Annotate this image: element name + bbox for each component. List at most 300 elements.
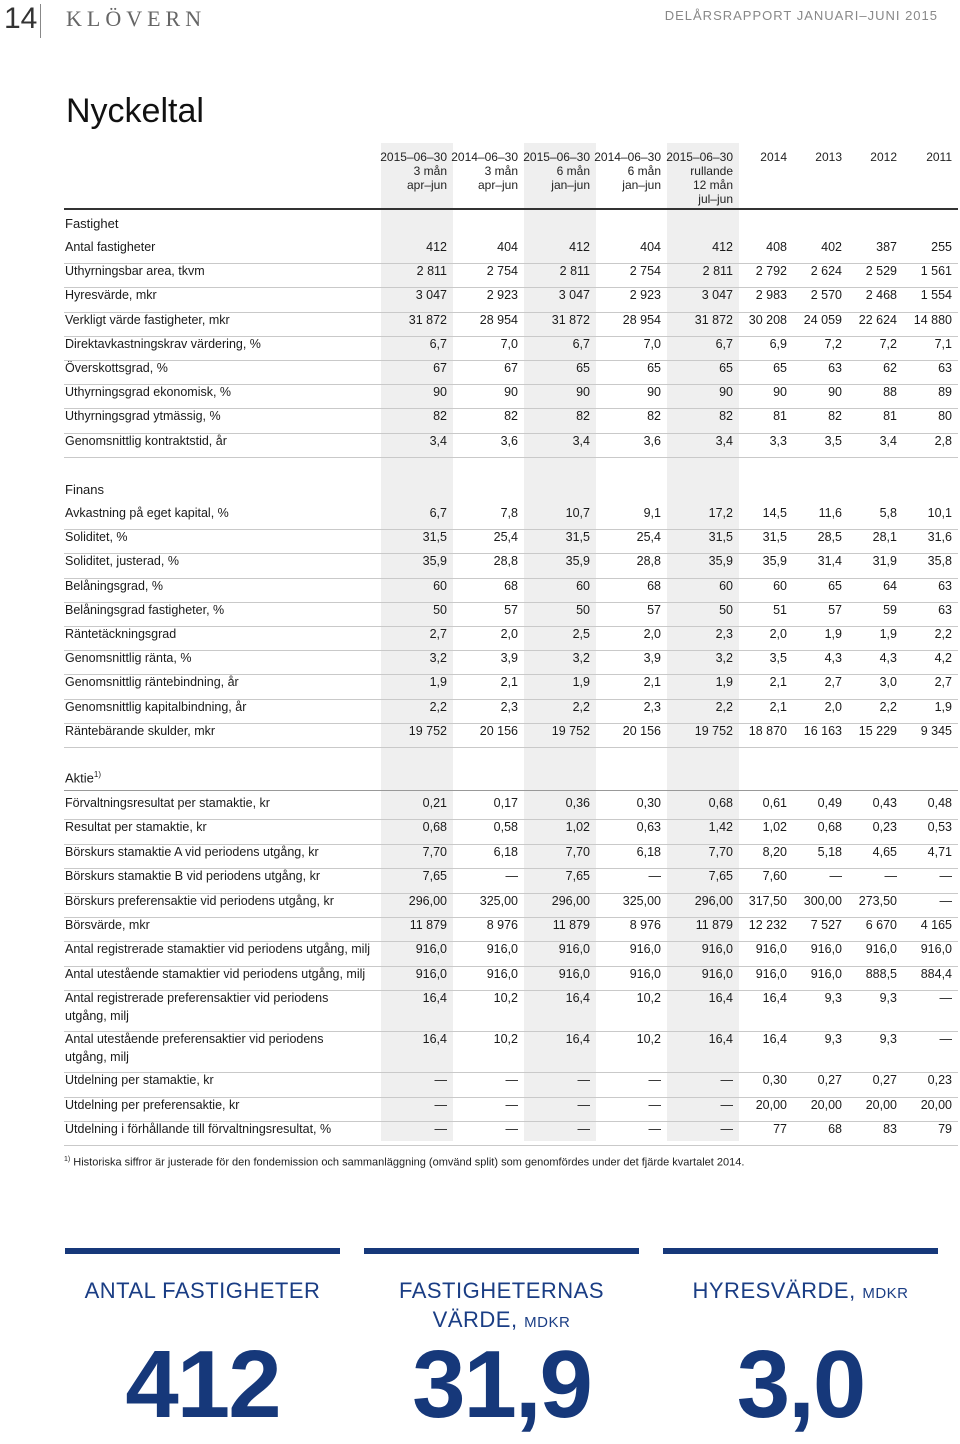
row-label: Räntetäckningsgrad <box>65 627 177 641</box>
table-cell: 2 983 <box>755 288 787 303</box>
table-row <box>64 530 958 554</box>
table-cell: 7,60 <box>762 869 787 884</box>
table-cell: 7,1 <box>934 336 952 351</box>
table-cell: 28 954 <box>479 312 518 327</box>
table-cell: 82 <box>647 409 661 424</box>
table-row <box>64 337 958 361</box>
table-cell: 387 <box>876 240 897 254</box>
table-cell: 65 <box>828 578 842 593</box>
table-cell: 68 <box>828 1122 842 1136</box>
row-label: Börsvärde, mkr <box>65 918 150 932</box>
column-header-line: 2014–06–30 <box>451 150 518 164</box>
table-cell: 7,0 <box>500 336 518 351</box>
table-cell: 0,68 <box>708 796 733 810</box>
row-label: Antal registrerade stamaktier vid periodens utgång, milj <box>65 942 371 957</box>
table-cell: 10,2 <box>636 1032 661 1047</box>
table-cell: 255 <box>931 240 952 254</box>
section-title <box>65 770 101 785</box>
kpi-title-line1: HYRESVÄRDE, <box>692 1278 863 1303</box>
row-label: Utdelning i förhållande till förvaltningsresultat, % <box>65 1122 332 1136</box>
table-cell: 50 <box>576 602 590 617</box>
row-label: Genomsnittlig ränta, % <box>65 651 192 666</box>
table-cell: 7,2 <box>824 336 842 351</box>
section-title-text: Fastighet <box>65 216 119 231</box>
table-cell: 296,00 <box>551 893 590 908</box>
table-cell: 1,9 <box>429 675 447 690</box>
table-cell: 35,9 <box>708 554 733 569</box>
table-cell: 10,2 <box>493 1032 518 1047</box>
table-row <box>64 603 958 627</box>
table-cell: 3,4 <box>572 433 590 448</box>
row-label: Utdelning per stamaktie, kr <box>65 1073 214 1088</box>
table-cell: 3,3 <box>769 433 787 448</box>
table-cell: 2,2 <box>715 699 733 714</box>
table-cell: 6 670 <box>865 918 897 932</box>
table-cell: 8 976 <box>629 918 661 932</box>
table-cell: 90 <box>576 385 590 400</box>
row-label: Förvaltningsresultat per stamaktie, kr <box>65 796 270 810</box>
table-cell: 57 <box>647 602 661 617</box>
table-cell: 7,70 <box>565 844 590 859</box>
kpi-value: 31,9 <box>412 1331 591 1438</box>
table-cell: 8 976 <box>486 918 518 932</box>
table-cell: 0,27 <box>817 1073 842 1088</box>
table-row <box>64 724 958 748</box>
table-cell: 11 879 <box>695 918 733 932</box>
table-cell: 916,0 <box>629 966 661 981</box>
table-cell: — <box>829 869 842 884</box>
table-cell: 16,4 <box>762 991 787 1006</box>
column-header-line: jul–jun <box>698 192 733 206</box>
table-cell: 7,65 <box>708 869 733 884</box>
table-cell: 2 754 <box>629 264 661 279</box>
page-title: Nyckeltal <box>66 92 204 130</box>
table-cell: 412 <box>569 240 590 254</box>
table-cell: 65 <box>647 361 661 375</box>
table-cell: 15 229 <box>858 723 897 738</box>
table-row <box>64 288 958 312</box>
table-cell: 300,00 <box>803 893 842 908</box>
table-cell: 0,21 <box>422 796 447 810</box>
table-cell: 24 059 <box>803 312 842 327</box>
table-cell: 3,0 <box>879 675 897 690</box>
table-cell: 79 <box>938 1122 952 1136</box>
table-cell: 2,3 <box>643 699 661 714</box>
table-row <box>64 967 958 991</box>
column-header-line: 2015–06–30 <box>523 150 590 164</box>
table-cell: 2 811 <box>416 264 447 279</box>
section-title <box>65 482 104 497</box>
table-cell: 2,7 <box>934 675 952 690</box>
table-cell: 88 <box>883 385 897 400</box>
row-label: Räntebärande skulder, mkr <box>65 723 216 738</box>
table-cell: 3,4 <box>715 433 733 448</box>
table-cell: 4,71 <box>927 844 952 859</box>
table-cell: 0,68 <box>817 820 842 835</box>
column-header-line: apr–jun <box>477 178 518 192</box>
table-cell: 1,9 <box>715 675 733 690</box>
table-cell: 9,3 <box>824 991 842 1006</box>
table-cell: 273,50 <box>858 893 897 908</box>
table-cell: 90 <box>773 385 787 400</box>
kpi-accent-bar <box>364 1248 639 1254</box>
table-cell: 2,2 <box>429 699 447 714</box>
table-cell: 25,4 <box>493 530 518 545</box>
table-row <box>64 700 958 724</box>
row-label: Verkligt värde fastigheter, mkr <box>65 312 230 327</box>
table-cell: 57 <box>504 602 518 617</box>
table-cell: 3,4 <box>429 433 447 448</box>
table-cell: — <box>648 869 661 884</box>
section-title-text: Finans <box>65 482 105 497</box>
table-row <box>64 845 958 869</box>
table-cell: 10,1 <box>927 506 952 520</box>
table-cell: 2 468 <box>865 288 897 303</box>
table-cell: 60 <box>433 578 447 593</box>
row-label: Resultat per stamaktie, kr <box>65 820 207 835</box>
table-cell: 10,2 <box>493 991 518 1006</box>
table-cell: 28,1 <box>872 530 897 545</box>
table-cell: 3,9 <box>500 651 518 666</box>
table-cell: 16,4 <box>708 1032 733 1047</box>
table-cell: 63 <box>828 361 842 375</box>
table-cell: 6,18 <box>636 844 661 859</box>
brand-logo: KLÖVERN <box>66 6 207 31</box>
table-cell: 7 527 <box>810 918 842 932</box>
kpi-title <box>364 1276 639 1337</box>
table-cell: 1,9 <box>934 699 952 714</box>
table-cell: 3,6 <box>500 433 518 448</box>
table-cell: 412 <box>712 240 733 254</box>
table-cell: 31,6 <box>927 530 952 545</box>
table-row <box>64 1032 958 1073</box>
table-cell: 0,30 <box>762 1073 787 1088</box>
table-row <box>64 894 958 918</box>
table-cell: — <box>577 1122 590 1136</box>
kpi-unit: MDKR <box>862 1285 909 1302</box>
table-cell: 31,5 <box>708 530 733 545</box>
table-cell: 16,4 <box>422 991 447 1006</box>
table-cell: 63 <box>938 602 952 617</box>
table-row <box>64 651 958 675</box>
column-header-line: 2015–06–30 <box>666 150 733 164</box>
table-cell: 916,0 <box>701 942 733 957</box>
row-label: Direktavkastningskrav värdering, % <box>65 336 261 351</box>
table-cell: 16,4 <box>422 1032 447 1047</box>
table-cell: 90 <box>647 385 661 400</box>
table-cell: 82 <box>719 409 733 424</box>
table-cell: 916,0 <box>486 942 518 957</box>
table-cell: — <box>720 1097 733 1112</box>
table-cell: 916,0 <box>755 966 787 981</box>
table-cell: 16,4 <box>762 1032 787 1047</box>
table-row <box>64 942 958 966</box>
table-cell: — <box>720 1122 733 1136</box>
table-cell: 64 <box>883 578 897 593</box>
table-row <box>64 991 958 1032</box>
table-cell: 0,27 <box>872 1073 897 1088</box>
table-cell: 90 <box>719 385 733 400</box>
table-cell: 2 811 <box>559 264 590 279</box>
kpi-title-line1: FASTIGHETERNAS <box>398 1278 605 1303</box>
table-cell: 0,68 <box>422 820 447 835</box>
table-cell: 6,7 <box>429 506 447 520</box>
table-cell: 6,9 <box>769 336 787 351</box>
table-cell: 16,4 <box>565 1032 590 1047</box>
column-header <box>581 150 661 192</box>
table-cell: 19 752 <box>408 723 447 738</box>
row-label: Börskurs preferensaktie vid periodens utgång, kr <box>65 893 334 908</box>
table-cell: — <box>939 893 952 908</box>
row-label: Soliditet, % <box>65 530 128 545</box>
table-cell: 30 208 <box>748 312 787 327</box>
table-cell: 17,2 <box>708 506 733 520</box>
column-header <box>438 150 518 192</box>
table-row <box>64 385 958 409</box>
table-cell: 82 <box>433 409 447 424</box>
table-cell: 2 570 <box>810 288 842 303</box>
table-cell: 916,0 <box>865 942 897 957</box>
column-header-line: 2014 <box>760 150 787 164</box>
table-cell: 31 872 <box>408 312 447 327</box>
table-cell: 3,2 <box>572 651 590 666</box>
table-cell: 11 879 <box>409 918 447 932</box>
column-header-line: 2014–06–30 <box>594 150 661 164</box>
table-cell: 1 554 <box>920 288 952 303</box>
table-cell: 60 <box>576 578 590 593</box>
table-cell: 6,7 <box>572 336 590 351</box>
table-cell: 916,0 <box>415 966 447 981</box>
table-cell: 10,7 <box>565 506 590 520</box>
kpi-value: 3,0 <box>736 1331 865 1438</box>
row-label: Uthyrningsbar area, tkvm <box>65 264 205 279</box>
column-header <box>510 150 590 192</box>
table-cell: 82 <box>828 409 842 424</box>
table-cell: 67 <box>504 361 518 375</box>
row-label: Antal utestående preferensaktier vid periodens utgång, milj <box>65 1032 324 1065</box>
table-cell: 7,70 <box>422 844 447 859</box>
kpi-accent-bar <box>663 1248 938 1254</box>
table-cell: — <box>505 1122 518 1136</box>
table-cell: 3 047 <box>415 288 447 303</box>
section-title-text: Aktie <box>65 770 94 786</box>
kpi-title-line1: ANTAL FASTIGHETER <box>84 1278 321 1303</box>
table-row <box>64 869 958 893</box>
table-cell: 31,5 <box>565 530 590 545</box>
table-cell: 325,00 <box>479 893 518 908</box>
table-row <box>64 434 958 458</box>
table-cell: 9,3 <box>879 1032 897 1047</box>
table-cell: 16,4 <box>565 991 590 1006</box>
table-cell: 20,00 <box>810 1097 842 1112</box>
table-cell: 28,5 <box>817 530 842 545</box>
table-cell: 2,0 <box>643 627 661 641</box>
table-cell: 916,0 <box>701 966 733 981</box>
table-cell: 1,42 <box>708 820 733 835</box>
table-cell: 0,63 <box>636 820 661 835</box>
table-cell: 20 156 <box>622 723 661 738</box>
column-header-line: jan–jun <box>551 178 590 192</box>
row-label: Antal fastigheter <box>65 240 156 254</box>
table-cell: — <box>939 869 952 884</box>
row-label: Börskurs stamaktie B vid periodens utgång, kr <box>65 869 320 884</box>
table-cell: 884,4 <box>920 966 952 981</box>
table-cell: 0,49 <box>817 796 842 810</box>
table-cell: 2 624 <box>810 264 842 279</box>
table-cell: — <box>505 1073 518 1088</box>
table-cell: 7,2 <box>879 336 897 351</box>
table-cell: 22 624 <box>858 312 897 327</box>
table-cell: 3 047 <box>558 288 590 303</box>
table-cell: 1,02 <box>565 820 590 835</box>
table-cell: 19 752 <box>694 723 733 738</box>
table-cell: 31 872 <box>551 312 590 327</box>
table-cell: 57 <box>828 602 842 617</box>
table-cell: 65 <box>576 361 590 375</box>
table-cell: 1,02 <box>762 820 787 835</box>
table-cell: 0,17 <box>493 796 518 810</box>
table-cell: 83 <box>883 1122 897 1136</box>
table-cell: 296,00 <box>408 893 447 908</box>
table-cell: 2,3 <box>500 699 518 714</box>
table-cell: 7,8 <box>500 506 518 520</box>
table-cell: 2,0 <box>824 699 842 714</box>
row-label: Uthyrningsgrad ytmässig, % <box>65 409 221 424</box>
column-header-line: 3 mån <box>413 164 447 178</box>
section-rule <box>64 790 958 791</box>
table-cell: 3,5 <box>769 651 787 666</box>
table-cell: 2,1 <box>500 675 518 690</box>
page-header <box>0 0 960 40</box>
table-cell: — <box>505 1097 518 1112</box>
table-cell: 50 <box>433 602 447 617</box>
table-cell: 80 <box>938 409 952 424</box>
footnote <box>64 1156 744 1169</box>
table-cell: — <box>434 1122 447 1136</box>
table-cell: 2,2 <box>879 699 897 714</box>
table-cell: 16 163 <box>803 723 842 738</box>
table-cell: 0,30 <box>636 796 661 810</box>
table-cell: 296,00 <box>694 893 733 908</box>
table-cell: 4,65 <box>872 844 897 859</box>
column-header-line: jan–jun <box>622 178 661 192</box>
table-cell: 68 <box>504 578 518 593</box>
column-header-line: 6 mån <box>556 164 590 178</box>
table-cell: 9 345 <box>920 723 952 738</box>
table-cell: — <box>505 869 518 884</box>
table-cell: 916,0 <box>920 942 952 957</box>
column-header-line: 3 mån <box>484 164 518 178</box>
table-cell: 16,4 <box>708 991 733 1006</box>
table-cell: 11,6 <box>818 506 842 520</box>
table-row <box>64 675 958 699</box>
table-cell: — <box>648 1097 661 1112</box>
table-cell: 2 529 <box>865 264 897 279</box>
table-cell: 81 <box>883 409 897 424</box>
table-cell: 81 <box>773 409 787 424</box>
table-cell: 35,9 <box>422 554 447 569</box>
header-rule <box>64 208 958 210</box>
table-row <box>64 264 958 288</box>
table-cell: 35,8 <box>927 554 952 569</box>
table-cell: 0,23 <box>927 1073 952 1088</box>
table-row <box>64 554 958 578</box>
table-cell: 14,5 <box>762 506 787 520</box>
table-cell: 31,5 <box>422 530 447 545</box>
kpi-value: 412 <box>125 1331 280 1438</box>
table-cell: 31,5 <box>762 530 787 545</box>
column-header-line: 6 mån <box>627 164 661 178</box>
table-cell: 19 752 <box>551 723 590 738</box>
table-cell: 82 <box>504 409 518 424</box>
table-cell: 63 <box>938 361 952 375</box>
table-cell: — <box>648 1073 661 1088</box>
table-cell: — <box>939 1032 952 1047</box>
table-cell: 2,3 <box>715 627 733 641</box>
column-header-line: 2012 <box>870 150 897 164</box>
row-label: Avkastning på eget kapital, % <box>65 506 229 520</box>
column-header-line: rullande <box>690 164 733 178</box>
row-label: Belåningsgrad, % <box>65 578 163 593</box>
table-cell: 2,7 <box>824 675 842 690</box>
table-cell: 28,8 <box>636 554 661 569</box>
table-cell: — <box>577 1073 590 1088</box>
table-cell: 31,9 <box>872 554 897 569</box>
table-cell: 60 <box>719 578 733 593</box>
section-title-footnote-marker: 1) <box>93 770 102 779</box>
table-cell: 916,0 <box>486 966 518 981</box>
table-cell: 82 <box>576 409 590 424</box>
column-header-line: 2011 <box>926 150 952 164</box>
table-cell: 50 <box>719 602 733 617</box>
column-header-line: apr–jun <box>406 178 447 192</box>
table-cell: 916,0 <box>558 966 590 981</box>
table-cell: 20,00 <box>755 1097 787 1112</box>
table-cell: 4,2 <box>934 651 952 666</box>
table-cell: 1,9 <box>572 675 590 690</box>
table-cell: 31 872 <box>694 312 733 327</box>
row-label: Överskottsgrad, % <box>65 361 168 375</box>
table-cell: — <box>648 1122 661 1136</box>
table-cell: 916,0 <box>755 942 787 957</box>
table-cell: 1,9 <box>879 627 897 641</box>
table-cell: 0,48 <box>927 796 952 810</box>
table-cell: 90 <box>828 385 842 400</box>
table-cell: 6,7 <box>429 336 447 351</box>
row-label: Utdelning per preferensaktie, kr <box>65 1097 240 1112</box>
table-cell: 404 <box>497 240 518 254</box>
table-row <box>64 627 958 651</box>
table-cell: 4,3 <box>879 651 897 666</box>
table-cell: 4,3 <box>824 651 842 666</box>
table-cell: 65 <box>773 361 787 375</box>
table-cell: 9,3 <box>824 1032 842 1047</box>
row-label: Genomsnittlig räntebindning, år <box>65 675 239 690</box>
table-cell: 28 954 <box>622 312 661 327</box>
table-cell: 90 <box>433 385 447 400</box>
table-cell: 7,0 <box>643 336 661 351</box>
table-cell: 51 <box>773 602 787 617</box>
table-row <box>64 820 958 844</box>
section-title <box>65 216 118 231</box>
table-cell: 35,9 <box>565 554 590 569</box>
table-cell: 62 <box>883 361 897 375</box>
table-row <box>64 918 958 942</box>
column-header-line: 12 mån <box>692 178 733 192</box>
table-cell: 9,3 <box>879 991 897 1006</box>
table-cell: 12 232 <box>748 918 787 932</box>
table-cell: 68 <box>647 578 661 593</box>
